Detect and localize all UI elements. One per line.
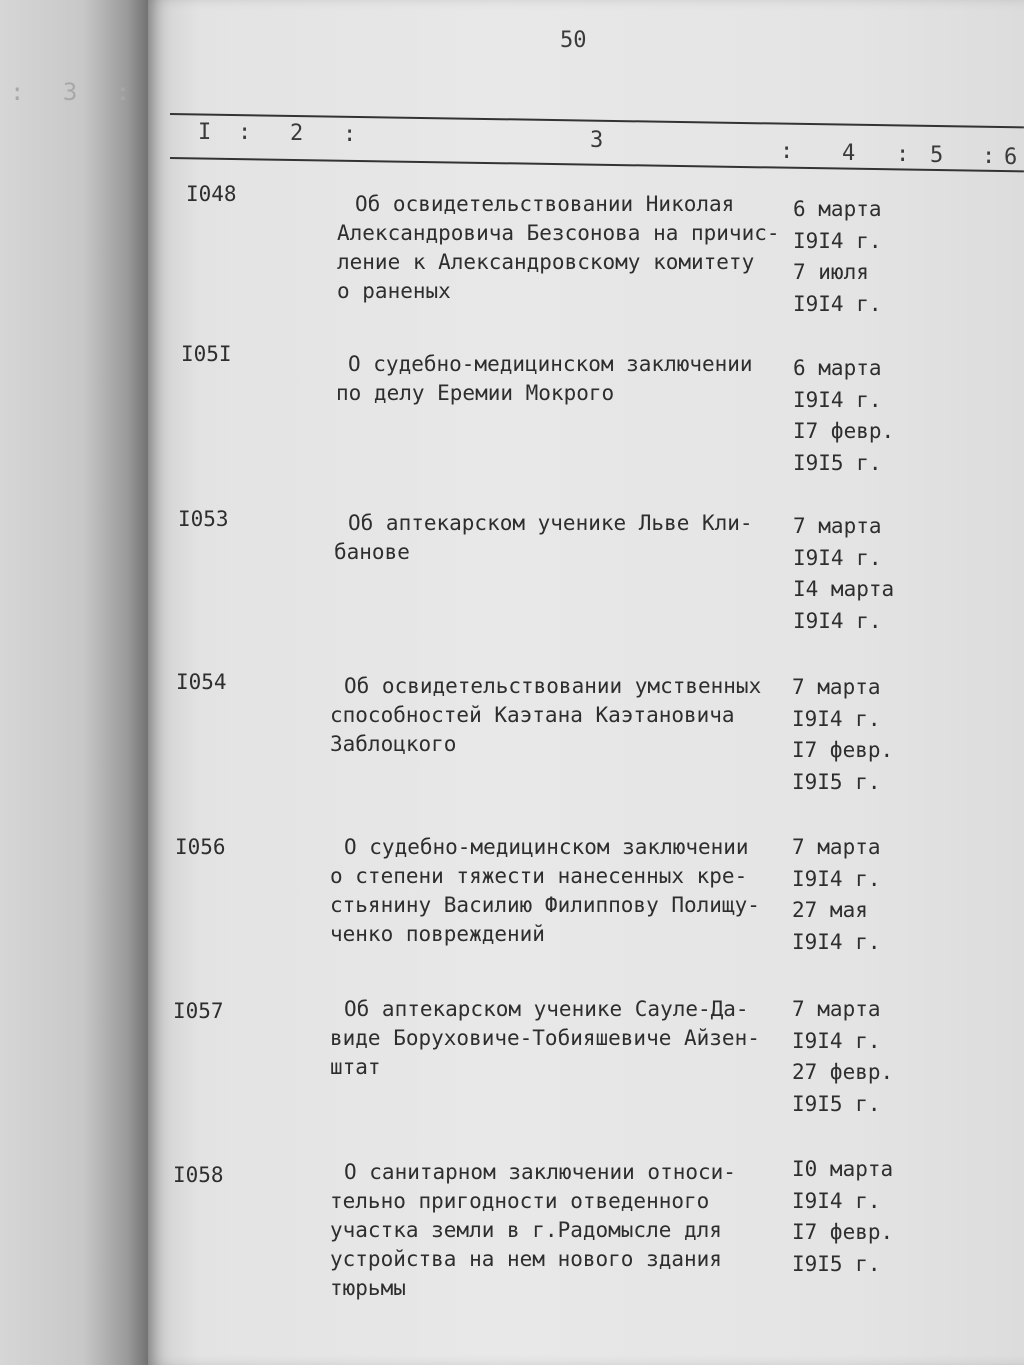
description-line: стьянину Василию Филиппову Полищу-: [330, 893, 760, 917]
entry-description: [330, 833, 780, 949]
column-separator-5: :: [982, 144, 996, 169]
description-line: по делу Еремии Мокрого: [336, 381, 615, 405]
date-line: 7 марта: [792, 997, 881, 1021]
entry-number: I058: [173, 1163, 224, 1187]
description-line: о степени тяжести нанесенных кре-: [330, 864, 748, 888]
column-header-1: I: [198, 120, 212, 145]
date-line: I9I5 г.: [792, 769, 881, 794]
date-line: I7 февр.: [792, 738, 894, 762]
date-line: I9I4 г.: [793, 228, 882, 253]
entry-number: I057: [173, 999, 224, 1023]
date-line: I9I5 г.: [793, 450, 882, 475]
description-line: Об освидетельствовании умственных: [344, 674, 762, 698]
entry-description: [337, 190, 787, 306]
entry-number: I053: [178, 507, 229, 531]
entry-description: [336, 350, 786, 408]
description-line: О санитарном заключении относи-: [344, 1160, 736, 1184]
description-line: тюрьмы: [330, 1276, 406, 1300]
date-line: 7 марта: [792, 675, 881, 699]
description-line: Об освидетельствовании Николая: [355, 192, 735, 216]
date-line: I9I5 г.: [792, 1251, 881, 1276]
date-line: 6 марта: [793, 356, 882, 380]
description-line: О судебно-медицинском заключении: [348, 352, 753, 376]
date-line: I9I4 г.: [792, 866, 881, 891]
entry-number: I05I: [181, 342, 232, 366]
date-line: I9I4 г.: [793, 608, 882, 633]
description-line: Александровича Безсонова на причис-: [337, 221, 780, 245]
description-line: о раненых: [337, 279, 451, 303]
description-line: Заблоцкого: [330, 732, 457, 756]
description-line: ление к Александровскому комитету: [337, 250, 755, 274]
description-line: способностей Каэтана Каэтановича: [330, 703, 735, 727]
description-line: устройства на нем нового здания: [330, 1247, 722, 1271]
description-line: Об аптекарском ученике Льве Кли-: [348, 511, 753, 535]
page-number: 50: [560, 28, 587, 53]
description-line: Об аптекарском ученике Сауле-Да-: [344, 997, 749, 1021]
entry-dates: [792, 1154, 893, 1280]
entry-description: [330, 672, 780, 759]
facing-page-edge: [0, 0, 150, 1365]
facing-page-ghost-text: : 3 :: [10, 78, 143, 106]
date-line: I9I4 г.: [792, 1028, 881, 1053]
column-separator-3: :: [780, 139, 794, 164]
date-line: I9I4 г.: [793, 545, 882, 570]
date-line: I9I4 г.: [793, 387, 882, 412]
description-line: банове: [334, 540, 410, 564]
entry-dates: [793, 511, 894, 637]
entry-dates: [792, 672, 893, 798]
date-line: 27 февр.: [792, 1060, 894, 1084]
entry-dates: [792, 832, 881, 958]
description-line: тельно пригодности отведенного: [330, 1189, 710, 1213]
entry-dates: [793, 194, 882, 320]
date-line: I9I4 г.: [792, 1188, 881, 1213]
description-line: участка земли в г.Радомысле для: [330, 1218, 722, 1242]
entry-description: [330, 995, 780, 1082]
entry-description: [334, 509, 784, 567]
column-separator-2: :: [343, 122, 357, 147]
description-line: ченко повреждений: [330, 922, 545, 946]
date-line: I9I4 г.: [792, 929, 881, 954]
date-line: I4 марта: [793, 577, 895, 601]
entry-description: [330, 1158, 780, 1303]
description-line: О судебно-медицинском заключении: [344, 835, 749, 859]
entry-number: I054: [176, 670, 227, 694]
column-header-5: 5: [930, 143, 944, 168]
column-separator-4: :: [896, 142, 910, 167]
date-line: I9I4 г.: [793, 291, 882, 316]
date-line: 6 марта: [793, 197, 882, 221]
date-line: 7 июля: [793, 260, 869, 284]
entry-dates: [792, 994, 893, 1120]
column-header-4: 4: [842, 141, 856, 166]
column-separator-1: :: [238, 120, 252, 145]
date-line: 27 мая: [792, 898, 868, 922]
date-line: I9I4 г.: [792, 706, 881, 731]
entry-number: I056: [175, 835, 226, 859]
entry-number: I048: [186, 182, 237, 206]
column-header-6: 6: [1004, 145, 1018, 170]
description-line: штат: [330, 1055, 381, 1079]
column-header-3: 3: [590, 128, 604, 153]
date-line: I0 марта: [792, 1157, 894, 1181]
date-line: I9I5 г.: [792, 1091, 881, 1116]
date-line: 7 марта: [793, 514, 882, 538]
date-line: 7 марта: [792, 835, 881, 859]
description-line: виде Боруховиче-Тобияшевиче Айзен-: [330, 1026, 760, 1050]
entry-dates: [793, 353, 894, 479]
column-header-2: 2: [290, 121, 304, 146]
date-line: I7 февр.: [793, 419, 895, 443]
date-line: I7 февр.: [792, 1220, 894, 1244]
